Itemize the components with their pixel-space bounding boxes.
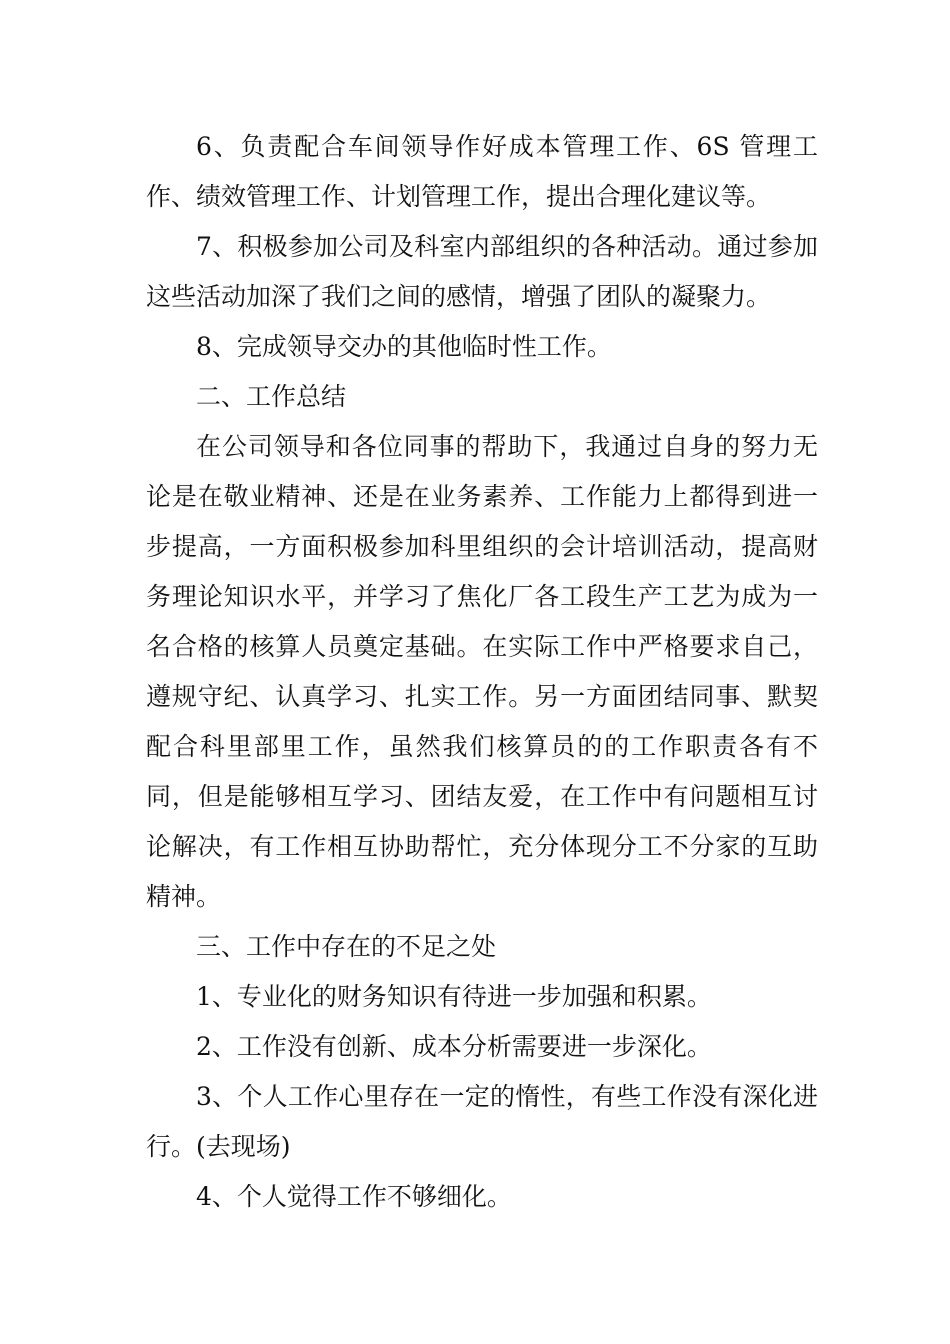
shortcoming-item-1: 1、专业化的财务知识有待进一步加强和积累。 (196, 982, 712, 1011)
document-body (146, 122, 818, 1222)
section-heading-work-summary: 二、工作总结 (196, 382, 347, 411)
shortcoming-item-4: 4、个人觉得工作不够细化。 (196, 1182, 512, 1211)
paragraph-work-summary: 在公司领导和各位同事的帮助下，我通过自身的努力无论是在敬业精神、还是在业务素养、工作能力上都得到进一步提高，一方面积极参加科里组织的会计培训活动，提高财务理论知识水平，并学习了焦化厂各工段生产工艺为成为一名合格的核算人员奠定基础。在实际工作中严格要求自己，遵规守纪、认真学习、扎实工作。另一方面团结同事、默契配合科里部里工作，虽然我们核算员的的工作职责各有不同，但是能够相互学习、团结友爱，在工作中有问题相互讨论解决，有工作相互协助帮忙，充分体现分工不分家的互助精神。 (146, 432, 818, 911)
shortcoming-item-2: 2、工作没有创新、成本分析需要进一步深化。 (196, 1032, 712, 1061)
section-heading-shortcomings: 三、工作中存在的不足之处 (196, 932, 497, 961)
paragraph-item-7: 7、积极参加公司及科室内部组织的各种活动。通过参加这些活动加深了我们之间的感情，增强了团队的凝聚力。 (146, 232, 818, 311)
paragraph-item-8: 8、完成领导交办的其他临时性工作。 (196, 332, 612, 361)
paragraph-item-6: 6、负责配合车间领导作好成本管理工作、6S 管理工作、绩效管理工作、计划管理工作，提出合理化建议等。 (146, 132, 818, 211)
shortcoming-item-3: 3、个人工作心里存在一定的惰性，有些工作没有深化进行。(去现场) (146, 1082, 818, 1161)
